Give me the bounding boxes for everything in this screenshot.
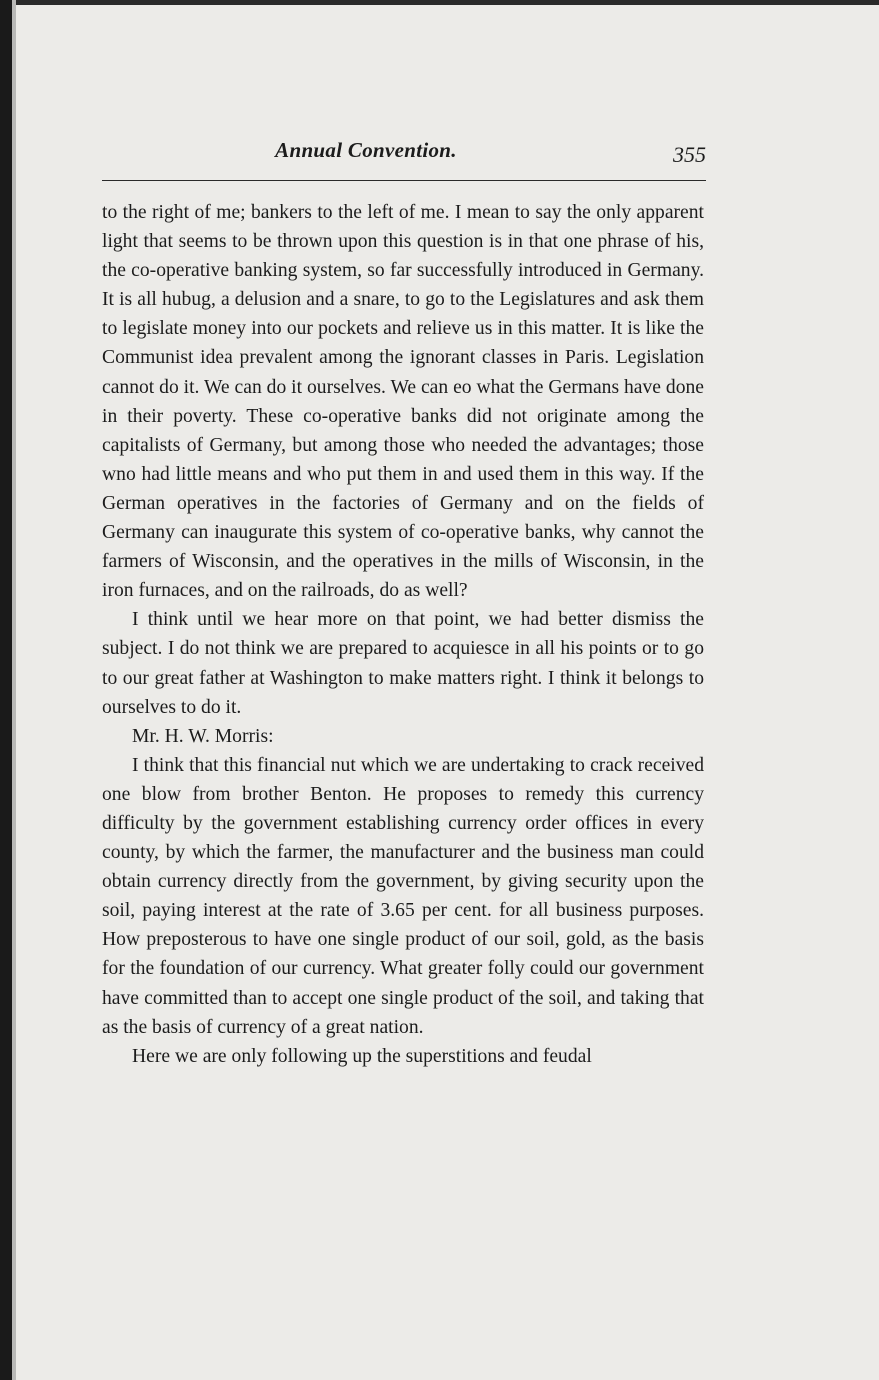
paragraph: I think until we hear more on that point, we had better dismiss the subject. I do not think we are prepared to acquiesce in all his points or to go to our great father at Washington to make matters right. I think it belongs to ourselves to do it. [102, 609, 704, 718]
page-header [86, 138, 706, 170]
page-number: 355 [673, 142, 706, 167]
paragraph: I think that this financial nut which we are undertaking to crack received one blow from brother Benton. He proposes to remedy this currency difficulty by the government establishing currency order offices in every county, by which the farmer, the manufacturer and the business man could obtain currency directly from the government, by giving security upon the soil, paying interest at the rate of 3.65 per cent. for all business purposes. How preposterous to have one single product of our soil, gold, as the basis for the foundation of our currency. What greater folly could our government have committed than to accept one single product of the soil, and taking that as the basis of currency of a great nation. [102, 754, 704, 1038]
book-spine [0, 0, 12, 1380]
speaker-name: Mr. H. W. Morris: [132, 725, 274, 747]
paragraph-continued: to the right of me; bankers to the left of me. I mean to say the only apparent light that seems to be thrown upon this question is in that one phrase of his, the co-operative banking system, so far successfully introduced in Germany. It is all hubug, a delusion and a snare, to go to the Legislatures and ask them to legislate money into our pockets and relieve us in this matter. It is like the Communist idea prevalent among the ignorant classes in Paris. Legislation cannot do it. We can do it ourselves. We can eo what the Germans have done in their poverty. These co-operative banks did not originate among the capitalists of Germany, but among those who needed the advantages; those wno had little means and who put them in and used them in this way. If the German operatives in the factories of Germany and on the fields of Germany can inaugurate this system of co-operative banks, why cannot the farmers of Wisconsin, and the operatives in the mills of Wisconsin, in the iron furnaces, and on the railroads, do as well? [102, 202, 704, 602]
body-text [102, 198, 704, 1071]
header-rule [102, 180, 706, 181]
running-title: Annual Convention. [275, 138, 457, 162]
paragraph: Here we are only following up the superstitions and feudal [132, 1045, 592, 1067]
